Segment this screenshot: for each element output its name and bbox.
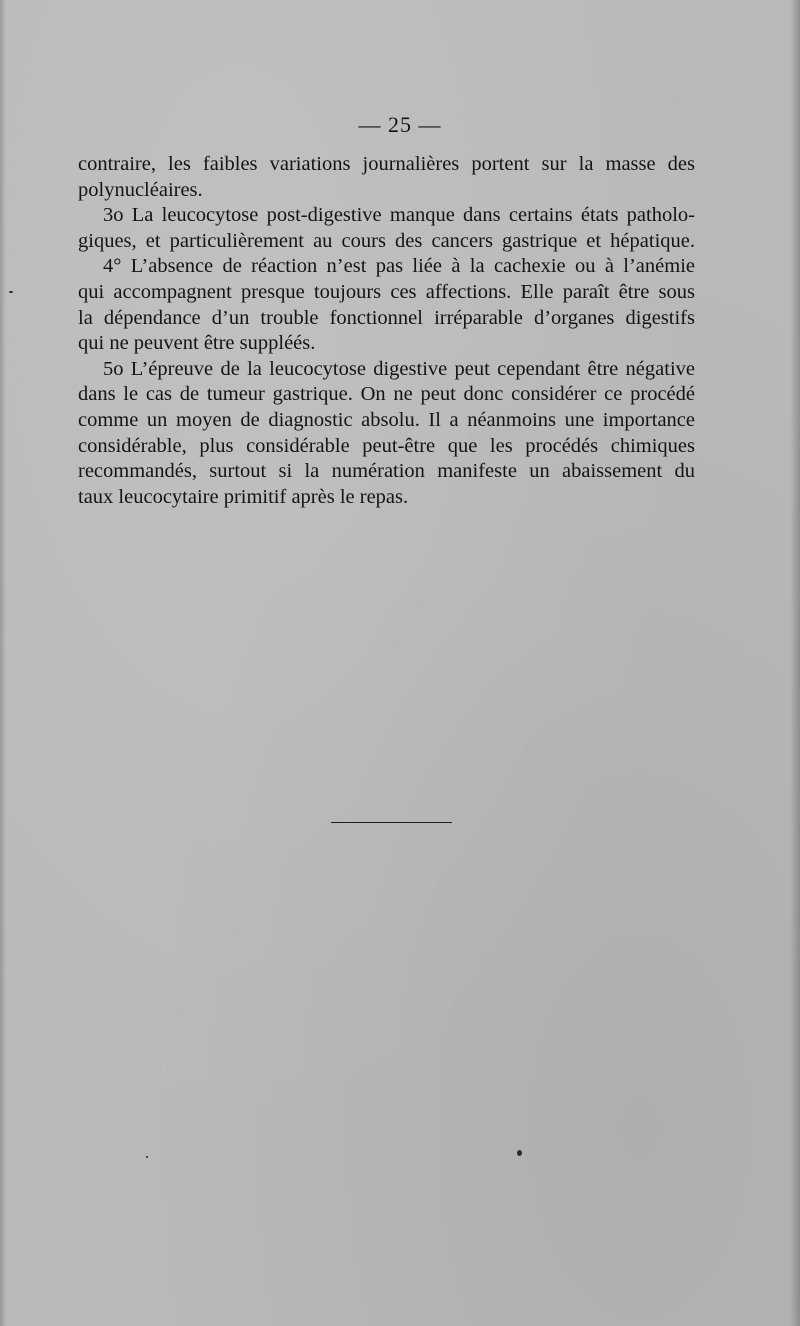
text-line: comme un moyen de diagnostic absolu. Il a néanmoins une importance <box>78 408 695 431</box>
text-line: dans le cas de tumeur gastrique. On ne peut donc considérer ce procédé <box>78 383 695 406</box>
text-line: recommandés, surtout si la numération manifeste un abaissement du <box>78 460 695 483</box>
page-edge-shadow-left <box>0 0 6 1326</box>
text-line: la dépendance d’un trouble fonctionnel irréparable d’organes digestifs <box>78 306 695 329</box>
text-line: 5o L’épreuve de la leucocytose digestive peut cependant être négative <box>103 357 695 380</box>
ink-speck <box>146 1156 148 1158</box>
body-text <box>78 152 695 510</box>
ink-speck <box>9 291 13 293</box>
end-rule <box>331 822 452 823</box>
text-line: polynucléaires. <box>78 178 203 201</box>
text-line: considérable, plus considérable peut-être que les procédés chimiques <box>78 434 695 457</box>
text-line: 3o La leucocytose post-digestive manque dans certains états patholo- <box>103 204 695 227</box>
text-line: contraire, les faibles variations journalières portent sur la masse des <box>78 153 695 175</box>
text-line: giques, et particulièrement au cours des cancers gastrique et hépatique. <box>78 229 695 252</box>
page-edge-shadow-right <box>790 0 800 1326</box>
text-line: 4° L’absence de réaction n’est pas liée à la cachexie ou à l’anémie <box>103 255 695 278</box>
page-number: — 25 — <box>358 112 442 137</box>
text-line: taux leucocytaire primitif après le repas. <box>78 485 409 508</box>
text-line: qui ne peuvent être suppléés. <box>78 332 316 355</box>
ink-speck <box>517 1150 522 1156</box>
text-line: qui accompagnent presque toujours ces affections. Elle paraît être sous <box>78 280 695 303</box>
